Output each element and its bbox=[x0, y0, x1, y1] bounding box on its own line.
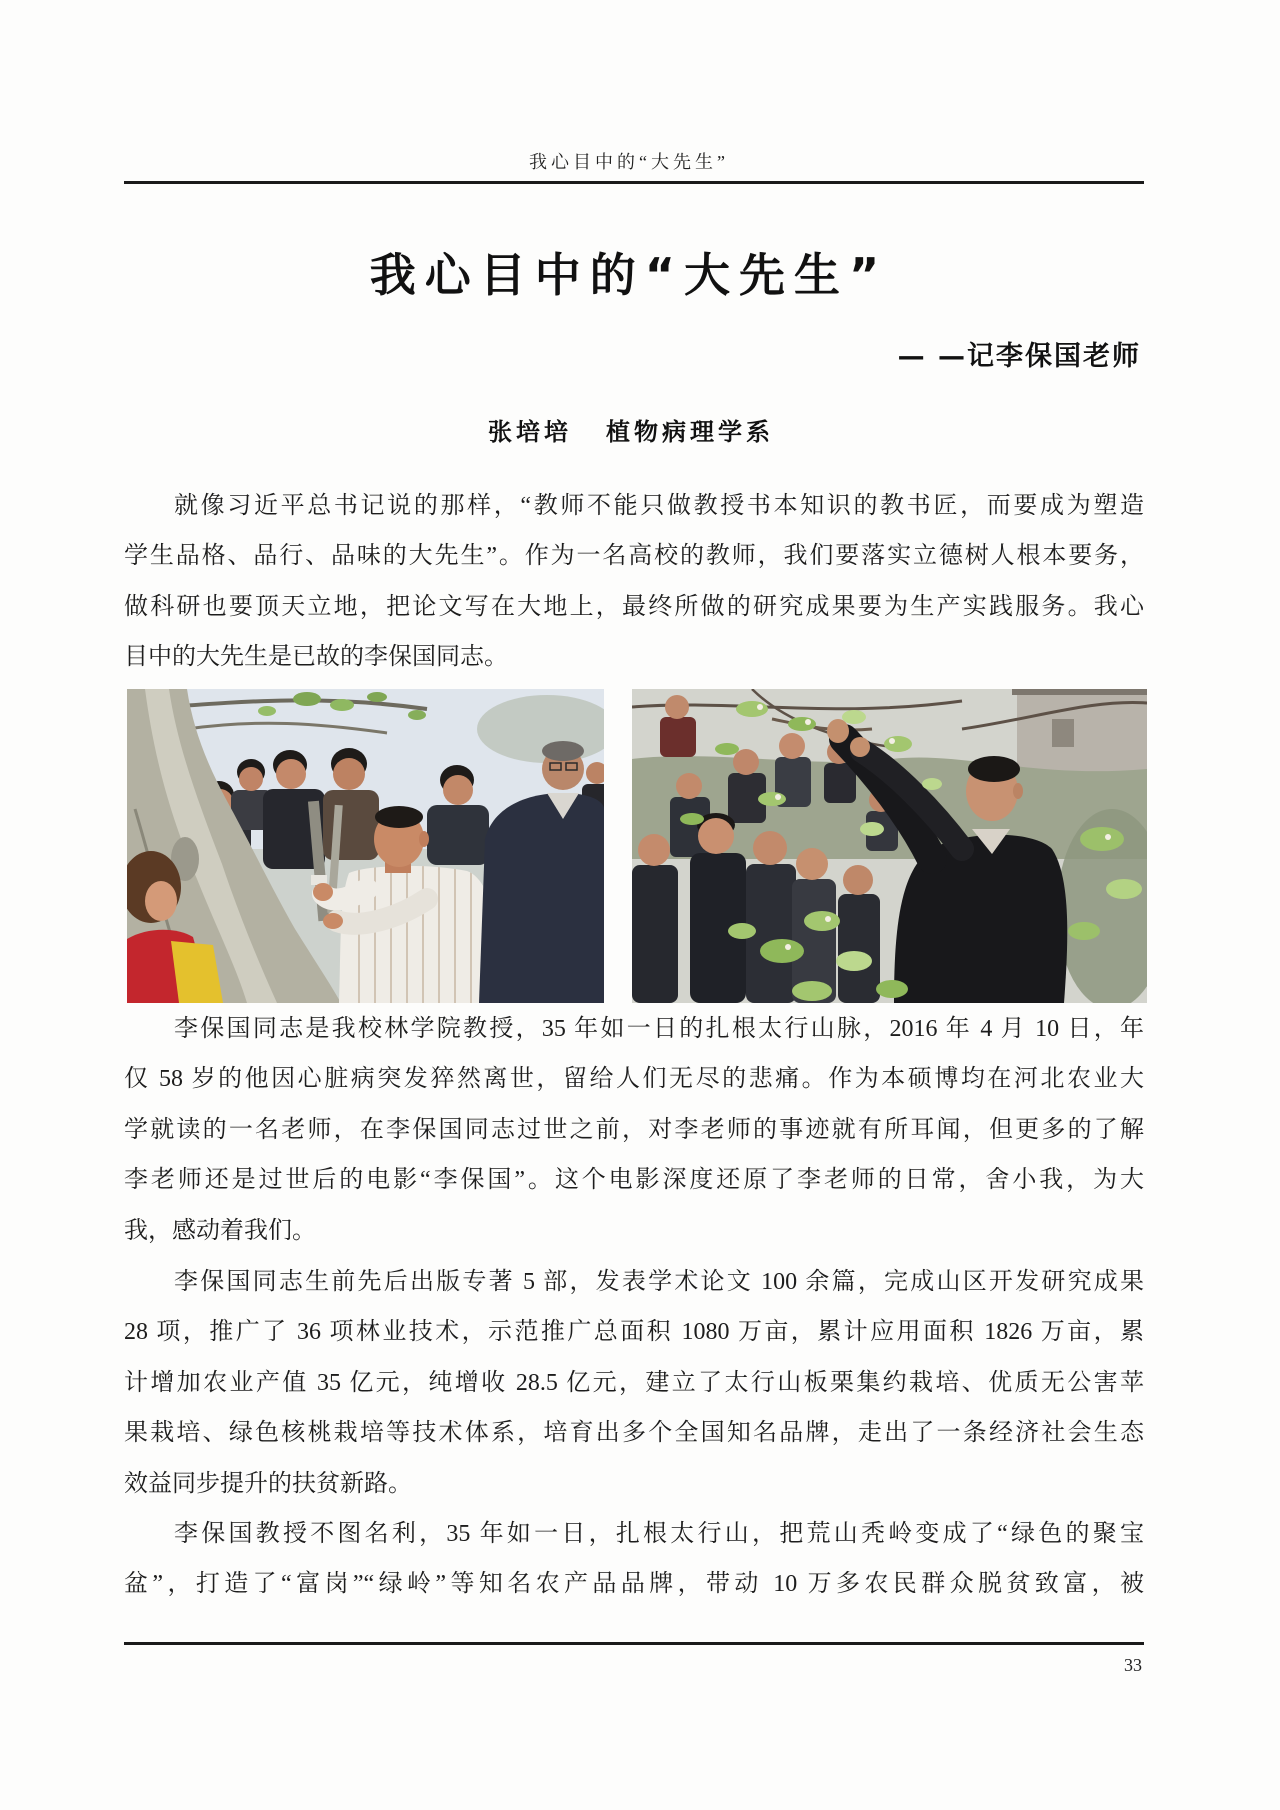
text-line: 学生品格、品行、品味的大先生”。作为一名高校的教师，我们要落实立德树人根本要务， bbox=[124, 543, 1144, 570]
leaf-cluster bbox=[842, 710, 866, 724]
article-title: 我心目中的“大先生” bbox=[369, 248, 889, 302]
building-roof-edge bbox=[1012, 689, 1147, 695]
text-line: 仅 58 岁的他因心脏病突发猝然离世，留给人们无尽的悲痛。作为本硕博均在河北农业大 bbox=[124, 1066, 1144, 1093]
text-line: 李保国同志生前先后出版专著 5 部，发表学术论文 100 余篇，完成山区开发研究成果 bbox=[174, 1269, 1144, 1295]
leaf-cluster bbox=[680, 813, 704, 825]
photo-left-drawing bbox=[127, 689, 604, 1003]
author-department: 植物病理学系 bbox=[606, 418, 774, 446]
ear bbox=[419, 831, 429, 847]
text-line: 李老师还是过世后的电影“李保国”。这个电影深度还原了李老师的日常，舍小我，为大 bbox=[124, 1167, 1144, 1194]
person-body bbox=[323, 790, 379, 860]
hand bbox=[850, 737, 870, 757]
text-line: 就像习近平总书记说的那样，“教师不能只做教授书本知识的教书匠，而要成为塑造 bbox=[174, 493, 1144, 519]
person-head bbox=[443, 775, 473, 805]
paragraph-3 bbox=[124, 1257, 1144, 1509]
text-line: 李保国教授不图名利，35 年如一日，扎根太行山，把荒山秃岭变成了“绿色的聚宝 bbox=[174, 1521, 1144, 1547]
person-body bbox=[632, 865, 678, 1003]
leaf-cluster bbox=[836, 951, 872, 971]
text-line: 盆”，打造了“富岗”“绿岭”等知名农产品品牌，带动 10 万多农民群众脱贫致富，被 bbox=[124, 1571, 1144, 1598]
leaf-cluster bbox=[860, 822, 884, 836]
text-line: 李保国同志是我校林学院教授，35 年如一日的扎根太行山脉，2016 年 4 月 10 日，年 bbox=[174, 1016, 1144, 1042]
leaf-cluster bbox=[876, 980, 908, 998]
article-subtitle: — —记李保国老师 bbox=[897, 341, 1141, 372]
leaf-cluster bbox=[715, 743, 739, 755]
person-body bbox=[838, 894, 880, 1003]
blossom bbox=[775, 794, 781, 800]
photo-grafting-demo bbox=[127, 689, 604, 1003]
text-line: 目中的大先生是已故的李保国同志。 bbox=[124, 644, 508, 671]
text-line: 我，感动着我们。 bbox=[124, 1217, 316, 1244]
person-head bbox=[676, 773, 702, 799]
person-head bbox=[733, 749, 759, 775]
leaf-cluster bbox=[1080, 827, 1124, 851]
leaf-cluster bbox=[760, 939, 804, 963]
blossom bbox=[825, 916, 831, 922]
building-window bbox=[1052, 719, 1074, 747]
person-head bbox=[698, 818, 734, 854]
person-body bbox=[660, 717, 696, 757]
person-head bbox=[239, 767, 263, 791]
blossom bbox=[805, 719, 811, 725]
page-number: 33 bbox=[1124, 1655, 1142, 1675]
text-line: 效益同步提升的扶贫新路。 bbox=[124, 1470, 412, 1497]
hand bbox=[313, 883, 333, 901]
ear bbox=[1013, 783, 1023, 799]
person-head bbox=[333, 758, 365, 790]
person-head bbox=[796, 848, 828, 880]
photo-pruning-demo bbox=[632, 689, 1147, 1003]
person-body bbox=[427, 805, 489, 865]
blossom bbox=[1105, 834, 1111, 840]
professor-hair bbox=[375, 806, 423, 828]
author-name: 张培培 bbox=[488, 418, 572, 446]
gray-hair bbox=[542, 741, 584, 761]
header-rule bbox=[124, 181, 1144, 184]
leaf-cluster bbox=[884, 736, 912, 752]
person-head bbox=[753, 831, 787, 865]
blossom bbox=[889, 738, 895, 744]
leaf-cluster bbox=[293, 692, 321, 706]
running-head: 我心目中的“大先生” bbox=[529, 152, 729, 172]
person-head bbox=[779, 733, 805, 759]
paragraph-1 bbox=[124, 481, 1144, 683]
navy-jacket bbox=[479, 793, 604, 1003]
blossom bbox=[757, 704, 763, 710]
leaf-cluster bbox=[408, 710, 426, 720]
leaf-cluster bbox=[788, 717, 816, 731]
text-line: 28 项，推广了 36 项林业技术，示范推广总面积 1080 万亩，累计应用面积 1826 万亩，累 bbox=[124, 1319, 1144, 1346]
photo-right-drawing bbox=[632, 689, 1147, 1003]
person-head bbox=[276, 759, 306, 789]
leaf-cluster bbox=[736, 701, 768, 717]
person-head bbox=[665, 695, 689, 719]
leaf-cluster bbox=[1106, 879, 1142, 899]
text-line: 做科研也要顶天立地，把论文写在大地上，最终所做的研究成果要为生产实践服务。我心 bbox=[124, 593, 1144, 620]
professor-hair bbox=[968, 756, 1020, 782]
person-head bbox=[843, 865, 873, 895]
leaf-cluster bbox=[258, 706, 276, 716]
person-head bbox=[638, 834, 670, 866]
author-line bbox=[124, 416, 1138, 448]
leaf-cluster bbox=[758, 792, 786, 806]
leaf-cluster bbox=[367, 692, 387, 702]
leaf-cluster bbox=[804, 911, 840, 931]
paragraph-2 bbox=[124, 1004, 1144, 1256]
blossom bbox=[785, 944, 791, 950]
leaf-cluster bbox=[792, 981, 832, 1001]
text-line: 学就读的一名老师，在李保国同志过世之前，对李老师的事迹就有所耳闻，但更多的了解 bbox=[124, 1116, 1144, 1143]
paragraph-4 bbox=[124, 1509, 1144, 1610]
footer-rule bbox=[124, 1642, 1144, 1645]
hand bbox=[827, 719, 849, 743]
leaf-cluster bbox=[1068, 922, 1100, 940]
leaf-cluster bbox=[330, 699, 354, 711]
text-line: 计增加农业产值 35 亿元，纯增收 28.5 亿元，建立了太行山板栗集约栽培、优质无公害苹 bbox=[124, 1369, 1144, 1396]
leaf-cluster bbox=[728, 923, 756, 939]
hand bbox=[323, 913, 343, 929]
leaf-cluster bbox=[922, 778, 942, 790]
woman-face bbox=[145, 881, 177, 921]
text-line: 果栽培、绿色核桃栽培等技术体系，培育出多个全国知名品牌，走出了一条经济社会生态 bbox=[124, 1420, 1144, 1447]
